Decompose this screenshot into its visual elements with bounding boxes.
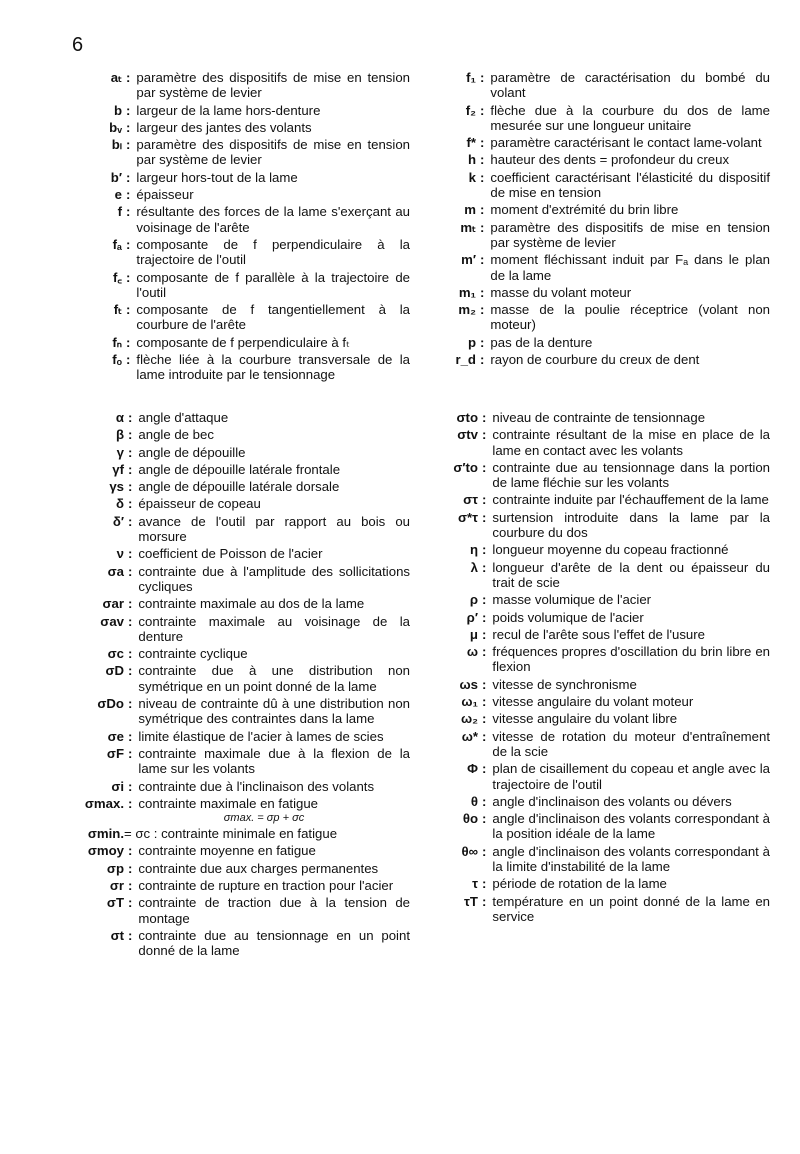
definition-text: moment fléchissant induit par Fₐ dans le plan de la lame bbox=[490, 252, 770, 283]
separator: : bbox=[128, 496, 133, 512]
definition-entry bbox=[440, 103, 770, 134]
definition-entry bbox=[78, 270, 410, 301]
separator: : bbox=[480, 284, 485, 300]
definition-entry bbox=[78, 546, 410, 561]
definition-text: largeur des jantes des volants bbox=[136, 119, 312, 135]
separator: : bbox=[482, 626, 487, 642]
definition-text: limite élastique de l'acier à lames de scies bbox=[138, 728, 384, 744]
definition-entry bbox=[440, 592, 770, 607]
symbol: f꜀ bbox=[113, 269, 122, 285]
separator: : bbox=[128, 795, 133, 811]
separator: : bbox=[480, 169, 485, 185]
definition-entry bbox=[440, 510, 770, 541]
definition-text: poids volumique de l'acier bbox=[492, 609, 644, 625]
separator: : bbox=[482, 676, 487, 692]
definition-entry bbox=[440, 610, 770, 625]
separator: : bbox=[126, 204, 131, 220]
definition-text: longueur moyenne du copeau fractionné bbox=[492, 542, 729, 558]
separator: : bbox=[480, 334, 485, 350]
definition-text: niveau de contrainte dû à une distribution non symétrique des contraintes dans la lame bbox=[138, 696, 410, 727]
definition-entry bbox=[440, 427, 770, 458]
definition-entry bbox=[440, 135, 770, 150]
definition-text: hauteur des dents = profondeur du creux bbox=[490, 152, 730, 168]
separator: : bbox=[480, 102, 485, 118]
separator: : bbox=[482, 694, 487, 710]
symbol: σto bbox=[456, 410, 478, 425]
symbol: r_d bbox=[455, 352, 476, 368]
definition-text: contrainte de rupture en traction pour l'acier bbox=[138, 878, 394, 894]
definition-text: vitesse angulaire du volant libre bbox=[492, 711, 678, 727]
definition-text: paramètre des dispositifs de mise en tension par système de levier bbox=[490, 219, 770, 250]
definition-entry bbox=[78, 895, 410, 926]
separator: : bbox=[128, 613, 133, 629]
symbol: b bbox=[113, 102, 122, 118]
definition-text: paramètre des dispositifs de mise en tension par système de levier bbox=[136, 70, 410, 101]
separator: : bbox=[128, 745, 133, 761]
definition-text: angle de dépouille bbox=[138, 444, 246, 460]
definition-entry bbox=[78, 237, 410, 268]
separator: : bbox=[128, 646, 133, 662]
definition-text: contrainte maximale en fatigue bbox=[138, 795, 319, 811]
definition-text: contrainte due au tensionnage dans la portion de lame fléchie sur les volants bbox=[492, 459, 770, 491]
separator: : bbox=[128, 427, 133, 443]
top-left-column bbox=[78, 70, 410, 383]
definition-text: angle d'inclinaison des volants correspondant à la limite d'instabilité de la lame bbox=[492, 843, 770, 875]
definition-entry bbox=[78, 352, 410, 383]
separator: : bbox=[482, 761, 487, 777]
definition-entry bbox=[78, 729, 410, 744]
symbol: mₜ bbox=[460, 219, 476, 235]
symbol: bᵥ bbox=[109, 119, 122, 135]
definition-text: angle d'attaque bbox=[138, 410, 229, 425]
symbol: f₂ bbox=[465, 102, 476, 118]
definition-entry bbox=[78, 204, 410, 235]
definition-entry bbox=[78, 796, 410, 811]
symbol: ρ′ bbox=[466, 609, 478, 625]
definition-entry bbox=[440, 335, 770, 350]
symbol: σp bbox=[106, 860, 124, 876]
separator: : bbox=[128, 895, 133, 911]
symbol: μ bbox=[469, 626, 478, 642]
definition-text: avance de l'outil par rapport au bois ou morsure bbox=[138, 513, 410, 545]
definition-text: contrainte maximale due à la flexion de la lame sur les volants bbox=[138, 745, 410, 777]
definition-text: coefficient caractérisant l'élasticité du dispositif de mise en tension bbox=[490, 169, 770, 201]
definition-entry bbox=[440, 694, 770, 709]
symbol: σar bbox=[102, 596, 124, 612]
symbol: aₜ bbox=[110, 70, 122, 85]
symbol: σr bbox=[109, 878, 124, 894]
separator: : bbox=[480, 152, 485, 168]
separator: : bbox=[128, 563, 133, 579]
symbol: σT bbox=[106, 895, 124, 911]
symbol: m₂ bbox=[458, 302, 476, 318]
separator: : bbox=[482, 793, 487, 809]
definition-entry bbox=[78, 103, 410, 118]
definition-text: angle d'inclinaison des volants correspondant à la position idéale de la lame bbox=[492, 811, 770, 842]
symbol: m₁ bbox=[458, 284, 476, 300]
symbol: ν bbox=[116, 546, 124, 562]
definition-entry bbox=[78, 663, 410, 694]
definition-entry bbox=[440, 492, 770, 507]
definition-text: angle de dépouille latérale frontale bbox=[138, 461, 341, 477]
symbol: σ′to bbox=[453, 459, 478, 475]
definition-entry bbox=[78, 410, 410, 425]
definition-text: vitesse angulaire du volant moteur bbox=[492, 694, 694, 710]
definition-entry bbox=[440, 170, 770, 201]
symbol: στ bbox=[463, 492, 478, 508]
symbol: m bbox=[464, 202, 476, 218]
separator: : bbox=[128, 843, 133, 859]
definition-entry bbox=[78, 302, 410, 333]
definition-entry bbox=[78, 445, 410, 460]
symbol: σi bbox=[111, 778, 124, 794]
definition-entry bbox=[78, 878, 410, 893]
separator: : bbox=[128, 410, 133, 425]
definition-entry bbox=[440, 677, 770, 692]
separator: : bbox=[126, 352, 131, 368]
separator: : bbox=[482, 427, 487, 443]
definition-entry bbox=[440, 844, 770, 875]
definition-entry bbox=[78, 646, 410, 661]
symbol: λ bbox=[470, 559, 478, 575]
separator: : bbox=[126, 236, 131, 252]
definition-entry bbox=[78, 746, 410, 777]
definition-entry bbox=[440, 794, 770, 809]
definition-entry bbox=[78, 861, 410, 876]
separator: : bbox=[128, 927, 133, 943]
symbol: σe bbox=[107, 728, 124, 744]
definition-text: pas de la denture bbox=[490, 334, 593, 350]
definition-text: vitesse de synchronisme bbox=[492, 676, 637, 692]
symbol: δ′ bbox=[112, 513, 124, 529]
symbol: γs bbox=[109, 479, 124, 495]
separator: : bbox=[482, 492, 487, 508]
definition-text: contrainte induite par l'échauffement de la lame bbox=[492, 492, 769, 508]
definition-text: résultante des forces de la lame s'exerçant au voisinage de l'arête bbox=[136, 204, 410, 235]
definition-text: contrainte due aux charges permanentes bbox=[138, 860, 379, 876]
separator: : bbox=[482, 609, 487, 625]
top-right-column bbox=[440, 70, 770, 367]
separator: : bbox=[480, 302, 485, 318]
definition-entry bbox=[78, 826, 410, 841]
symbol: σ*τ bbox=[457, 509, 478, 525]
symbol: η bbox=[469, 542, 478, 558]
separator: : bbox=[126, 334, 131, 350]
definition-entry bbox=[78, 462, 410, 477]
definition-entry bbox=[440, 460, 770, 491]
definition-entry bbox=[78, 614, 410, 645]
definition-text: contrainte cyclique bbox=[138, 646, 248, 662]
symbol: σF bbox=[106, 745, 124, 761]
definition-text: contrainte due à une distribution non symétrique en un point donné de la lame bbox=[138, 663, 410, 694]
symbol: ωs bbox=[459, 676, 478, 692]
definition-entry bbox=[440, 811, 770, 842]
separator: : bbox=[482, 592, 487, 608]
definition-entry bbox=[78, 514, 410, 545]
definition-entry bbox=[440, 542, 770, 557]
definition-entry bbox=[440, 285, 770, 300]
definition-entry bbox=[78, 843, 410, 858]
symbol: fₙ bbox=[112, 334, 122, 350]
definition-text: composante de f perpendiculaire à la trajectoire de l'outil bbox=[136, 236, 410, 268]
symbol: σav bbox=[100, 613, 124, 629]
symbol: p bbox=[467, 334, 476, 350]
separator: : bbox=[482, 893, 487, 909]
separator: : bbox=[482, 509, 487, 525]
definition-text: paramètre des dispositifs de mise en tension par système de levier bbox=[136, 137, 410, 168]
symbol: τ bbox=[472, 876, 478, 892]
symbol: σmin. bbox=[87, 826, 124, 842]
symbol: γf bbox=[112, 461, 124, 477]
symbol: fₐ bbox=[112, 236, 122, 252]
definition-text: composante de f perpendiculaire à fₜ bbox=[136, 334, 350, 350]
definition-entry bbox=[440, 711, 770, 726]
symbol: β bbox=[115, 427, 124, 443]
separator: : bbox=[128, 546, 133, 562]
separator: : bbox=[128, 444, 133, 460]
separator: : bbox=[480, 135, 485, 151]
separator: : bbox=[480, 352, 485, 368]
definition-text: longueur d'arête de la dent ou épaisseur du trait de scie bbox=[492, 559, 770, 590]
definition-text: flèche liée à la courbure transversale de la lame introduite par le tensionnage bbox=[136, 352, 410, 383]
definition-text: surtension introduite dans la lame par la courbure du dos bbox=[492, 509, 770, 541]
symbol: Φ bbox=[467, 761, 478, 777]
definition-text: vitesse de rotation du moteur d'entraînement de la scie bbox=[492, 728, 770, 759]
definition-text: angle d'inclinaison des volants ou dévers bbox=[492, 793, 732, 809]
separator: : bbox=[482, 410, 487, 425]
symbol: f bbox=[117, 204, 122, 220]
symbol: γ bbox=[116, 444, 124, 460]
separator: : bbox=[482, 728, 487, 744]
definition-entry bbox=[440, 352, 770, 367]
definition-text: paramètre de caractérisation du bombé du volant bbox=[490, 70, 770, 101]
definition-entry bbox=[440, 729, 770, 760]
separator: : bbox=[128, 778, 133, 794]
separator: : bbox=[128, 513, 133, 529]
definition-text: flèche due à la courbure du dos de lame mesurée sur une longueur unitaire bbox=[490, 102, 770, 133]
symbol: fₒ bbox=[112, 352, 122, 368]
definition-text: contrainte due à l'amplitude des sollicitations cycliques bbox=[138, 563, 410, 594]
definition-entry bbox=[78, 170, 410, 185]
separator: : bbox=[126, 269, 131, 285]
separator: : bbox=[126, 119, 131, 135]
definition-text: angle de bec bbox=[138, 427, 214, 443]
separator: : bbox=[480, 70, 485, 85]
equation: σmax. = σp + σc bbox=[223, 812, 305, 825]
separator: : bbox=[128, 479, 133, 495]
symbol: f* bbox=[466, 135, 476, 151]
symbol: σD bbox=[105, 663, 124, 679]
separator: : bbox=[482, 811, 487, 827]
definition-text: masse du volant moteur bbox=[490, 284, 632, 300]
separator: : bbox=[128, 696, 133, 712]
bottom-left-list-2 bbox=[78, 826, 410, 958]
separator: : bbox=[482, 644, 487, 660]
symbol: e bbox=[114, 187, 122, 203]
definition-entry bbox=[78, 335, 410, 350]
definition-text: composante de f parallèle à la trajectoire de l'outil bbox=[136, 269, 410, 300]
symbol: b′ bbox=[110, 169, 122, 185]
definition-text: rayon de courbure du creux de dent bbox=[490, 352, 700, 368]
definition-text: contrainte résultant de la mise en place de la lame en contact avec les volants bbox=[492, 427, 770, 458]
symbol: bₗ bbox=[111, 137, 122, 153]
definition-text: masse volumique de l'acier bbox=[492, 592, 652, 608]
bottom-left-column bbox=[78, 410, 410, 959]
definition-entry bbox=[78, 696, 410, 727]
definition-text: composante de f tangentiellement à la courbure de l'arête bbox=[136, 302, 410, 333]
definition-entry bbox=[78, 120, 410, 135]
symbol: ω bbox=[466, 644, 478, 660]
definition-entry bbox=[78, 70, 410, 101]
separator: : bbox=[128, 728, 133, 744]
symbol: σmoy bbox=[87, 843, 124, 859]
symbol: m′ bbox=[461, 252, 476, 268]
symbol: ω* bbox=[461, 728, 478, 744]
definition-text: contrainte maximale au dos de la lame bbox=[138, 596, 365, 612]
definition-text: fréquences propres d'oscillation du brin libre en flexion bbox=[492, 644, 770, 675]
definition-text: largeur de la lame hors-denture bbox=[136, 102, 321, 118]
definition-text: plan de cisaillement du copeau et angle avec la trajectoire de l'outil bbox=[492, 761, 770, 792]
definition-entry bbox=[440, 876, 770, 891]
symbol: k bbox=[468, 169, 476, 185]
separator: : bbox=[482, 876, 487, 892]
separator: : bbox=[126, 102, 131, 118]
definition-text: recul de l'arête sous l'effet de l'usure bbox=[492, 626, 705, 642]
symbol: ρ bbox=[469, 592, 478, 608]
definition-text: contrainte due au tensionnage en un point donné de la lame bbox=[138, 927, 410, 959]
separator: : bbox=[126, 169, 131, 185]
definition-entry bbox=[440, 220, 770, 251]
definition-text: moment d'extrémité du brin libre bbox=[490, 202, 679, 218]
definition-entry bbox=[440, 202, 770, 217]
separator: : bbox=[128, 860, 133, 876]
bottom-right-column bbox=[440, 410, 770, 924]
symbol: ω₁ bbox=[461, 694, 478, 710]
definition-entry bbox=[440, 252, 770, 283]
definition-text: largeur hors-tout de la lame bbox=[136, 169, 298, 185]
definition-entry bbox=[78, 928, 410, 959]
symbol: ω₂ bbox=[461, 711, 478, 727]
definition-entry bbox=[78, 596, 410, 611]
symbol: σtv bbox=[457, 427, 478, 443]
definition-text: contrainte due à l'inclinaison des volants bbox=[138, 778, 375, 794]
definition-entry bbox=[440, 70, 770, 101]
definition-entry bbox=[78, 137, 410, 168]
separator: : bbox=[126, 137, 131, 153]
symbol: h bbox=[467, 152, 476, 168]
symbol: θo bbox=[462, 811, 478, 827]
separator: : bbox=[482, 711, 487, 727]
separator: : bbox=[482, 843, 487, 859]
definition-text: = σc : contrainte minimale en fatigue bbox=[124, 826, 338, 842]
separator: : bbox=[482, 559, 487, 575]
symbol: θ bbox=[470, 793, 478, 809]
separator: : bbox=[480, 219, 485, 235]
separator: : bbox=[128, 663, 133, 679]
definition-entry bbox=[78, 187, 410, 202]
symbol: fₜ bbox=[113, 302, 122, 318]
symbol: σmax. bbox=[84, 795, 124, 811]
separator: : bbox=[128, 878, 133, 894]
separator: : bbox=[480, 202, 485, 218]
definition-entry bbox=[78, 479, 410, 494]
separator: : bbox=[126, 302, 131, 318]
symbol: σa bbox=[107, 563, 124, 579]
definition-entry bbox=[440, 410, 770, 425]
bottom-left-list bbox=[78, 410, 410, 811]
definition-text: épaisseur de copeau bbox=[138, 496, 261, 512]
definition-text: contrainte moyenne en fatigue bbox=[138, 843, 316, 859]
separator: : bbox=[482, 459, 487, 475]
definition-text: contrainte de traction due à la tension de montage bbox=[138, 895, 410, 926]
separator: : bbox=[128, 461, 133, 477]
definition-text: coefficient de Poisson de l'acier bbox=[138, 546, 323, 562]
definition-entry bbox=[78, 427, 410, 442]
symbol: α bbox=[115, 410, 124, 425]
separator: : bbox=[480, 252, 485, 268]
definition-text: angle de dépouille latérale dorsale bbox=[138, 479, 340, 495]
separator: : bbox=[126, 187, 131, 203]
symbol: τT bbox=[464, 893, 478, 909]
definition-entry bbox=[440, 644, 770, 675]
separator: : bbox=[126, 70, 131, 85]
definition-text: contrainte maximale au voisinage de la denture bbox=[138, 613, 410, 644]
definition-entry bbox=[440, 560, 770, 591]
separator: : bbox=[128, 596, 133, 612]
separator: : bbox=[482, 542, 487, 558]
definition-entry bbox=[78, 779, 410, 794]
definition-text: période de rotation de la lame bbox=[492, 876, 667, 892]
symbol: σt bbox=[110, 927, 124, 943]
symbol: θ∞ bbox=[461, 843, 478, 859]
definition-entry bbox=[440, 152, 770, 167]
definition-text: niveau de contrainte de tensionnage bbox=[492, 410, 706, 425]
definition-text: épaisseur bbox=[136, 187, 194, 203]
definition-entry bbox=[440, 627, 770, 642]
definition-entry bbox=[440, 894, 770, 925]
definition-entry bbox=[78, 496, 410, 511]
symbol: σDo bbox=[97, 696, 124, 712]
definition-entry bbox=[440, 302, 770, 333]
symbol: δ bbox=[116, 496, 124, 512]
definition-entry bbox=[440, 761, 770, 792]
definition-text: température en un point donné de la lame en service bbox=[492, 893, 770, 924]
symbol: σc bbox=[107, 646, 124, 662]
page-number: 6 bbox=[72, 34, 84, 56]
definition-entry bbox=[78, 564, 410, 595]
definition-text: masse de la poulie réceptrice (volant non moteur) bbox=[490, 302, 770, 333]
symbol: f₁ bbox=[466, 70, 476, 85]
definition-text: paramètre caractérisant le contact lame-volant bbox=[490, 135, 762, 151]
